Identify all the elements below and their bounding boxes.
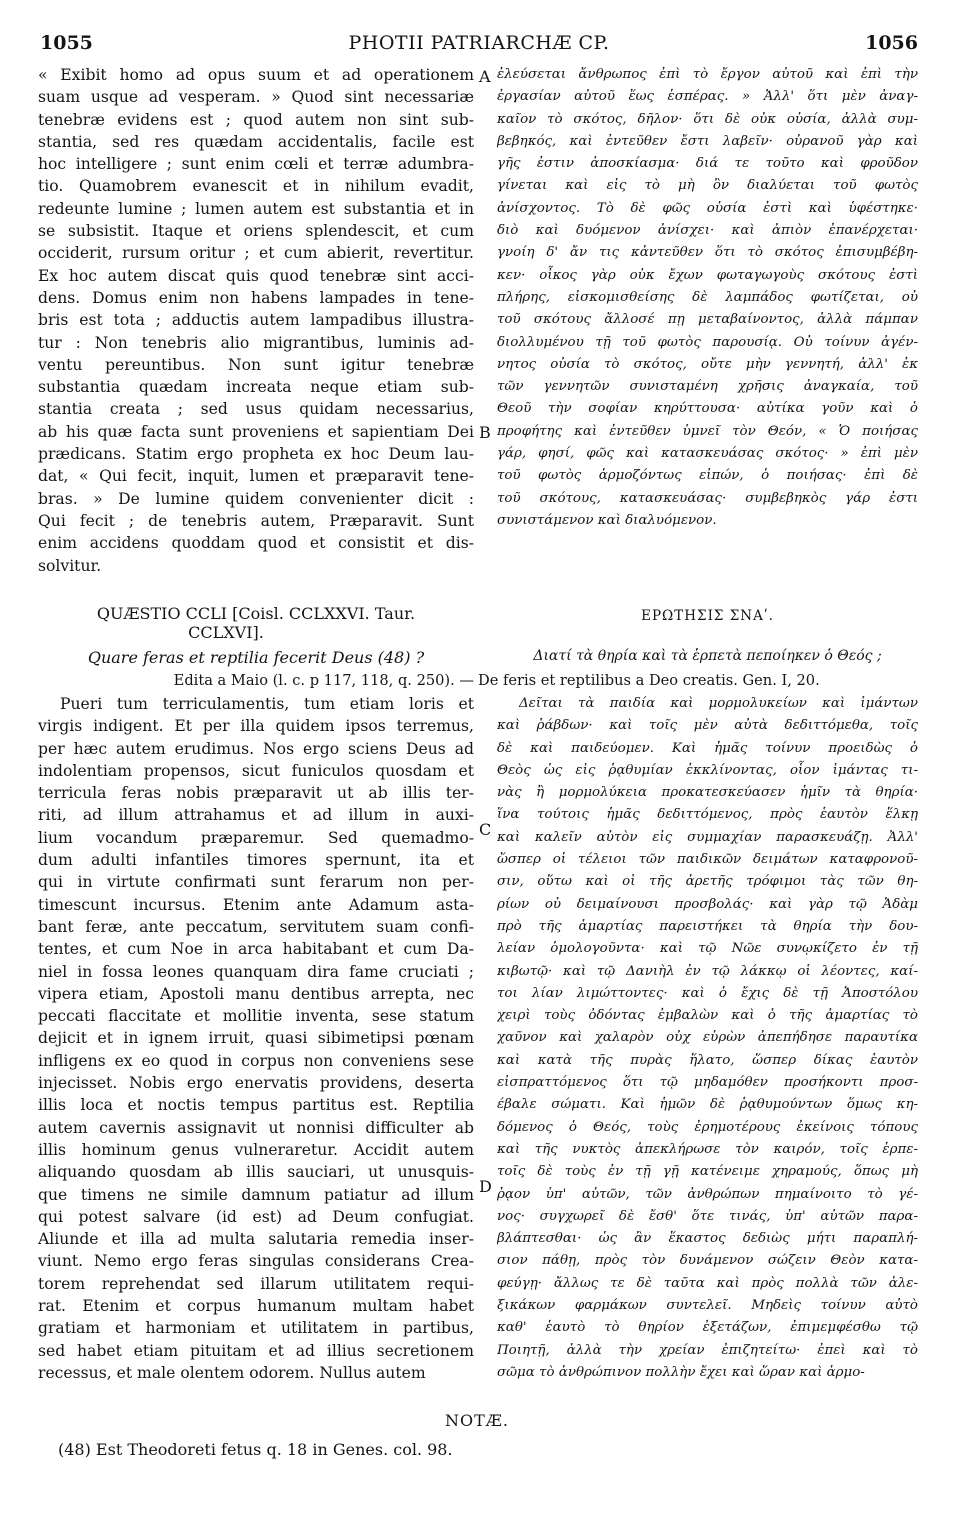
text-line: νητος οὐσία τὸ σκότος, οὔτε μὴν γεννητή, ἀλλ' ἐκ	[497, 356, 918, 372]
text-line: εἰσπραττόμενος ὅτι τῷ μηδαμόθεν προσήκοντι προσ-	[497, 1075, 918, 1091]
text-line: « Exibit homo ad opus suum et ad operationem	[38, 66, 474, 84]
text-line: σῶμα τὸ ἀνθρώπινον πολλὴν ἔχει καὶ ὥραν καὶ ἁρμο-	[497, 1364, 865, 1380]
text-line: καθ' ἑαυτὸ τὸ θηρίον ἐξετάζων, ἐπιμεμφέσθω τῷ	[497, 1320, 918, 1336]
footnote-48: (48) Est Theodoreti fetus q. 18 in Genes. col. 98.	[58, 1440, 453, 1459]
edition-note-left: Edita a Maio (l. c. p 117, 118, q. 250). —	[173, 672, 474, 689]
page-number-right: 1056	[865, 32, 918, 54]
text-line: sed habet etiam pituitam et ad illius secretionem	[38, 1341, 474, 1360]
text-line: tur : Non tenebris alio migrantibus, luminis ad-	[38, 333, 474, 352]
text-line: aliquando quosdam ab illis sauciari, ut unusquis-	[38, 1163, 474, 1182]
greek-column-bottom	[497, 693, 918, 1384]
greek-column-top	[497, 64, 918, 532]
text-line: bris est tota ; adductis autem lampadibus illustra-	[38, 311, 474, 330]
text-line: dum adulti infantiles timores spernunt, ita et	[38, 851, 474, 870]
notes-title: NOTÆ.	[445, 1411, 509, 1430]
text-line: χειρὶ τοὺς ὀδόντας ἐμβαλὼν καὶ ὁ τῆς ἁμαρτίας τὸ	[497, 1008, 918, 1024]
text-line: redeunte lumine ; lumen autem est substantia et in	[38, 199, 474, 218]
text-line: σιν, οὕτω καὶ οἱ τῆς ἀρετῆς τρόφιμοι τὰς τῶν θη-	[497, 874, 918, 890]
text-line: διὸ καὶ δυόμενον ἀνίσχει· καὶ ἀπιὸν ἐπανέρχεται·	[497, 223, 918, 239]
text-line: χαῦνον καὶ χαλαρὸν οὐχ εὑρὼν ἀπεπήδησε παραυτίκα	[497, 1030, 918, 1046]
text-line: timescunt incursus. Etenim ante Adamum asta-	[38, 895, 474, 914]
text-line: qui potest salvare (id est) ad Deum confugiat.	[38, 1207, 474, 1226]
text-line: dens. Domus enim non habens lampades in tene-	[38, 288, 474, 307]
text-line: καὶ ῥάβδων· καὶ τοῖς μὲν αὐτὰ δεδιττόμεθα, τοῖς	[497, 718, 918, 734]
text-line: Δεῖται τὰ παιδία καὶ μορμολυκείων καὶ ἱμάντων	[519, 696, 918, 711]
text-line: ἵνα τούτοις ἡμᾶς δεδιττόμενος, πρὸς ἑαυτὸν ἕλκῃ	[497, 807, 918, 823]
text-line: τοῦ φωτὸς ἁρμοζόντως εἰπών, ὁ ποιήσας· ἐπὶ δὲ	[497, 468, 918, 484]
text-line: terricula feras nobis præparavit ut ab illis ter-	[38, 784, 474, 803]
quaestio-heading-greek: ΕΡΩΤΗΣΙΣ ΣΝΑʹ.	[641, 608, 774, 624]
text-line: injecisset. Nobis ergo enervatis providens, deserta	[38, 1074, 474, 1093]
text-line: stantia creata ; sed usus quidam necessarius,	[38, 400, 474, 419]
text-line: dejicit et in ignem irruit, quasi sibimetipsi pœnam	[38, 1029, 474, 1048]
text-line: ῥᾳον ὑπ' αὐτῶν, τῶν ἀνθρώπων πημαίνοιτο τὸ γέ-	[497, 1186, 918, 1202]
text-line: Ex hoc autem discat quis quod tenebræ sint acci-	[38, 266, 474, 285]
text-line: κιβωτῷ· καὶ τῷ Δανιὴλ ἐν τῷ λάκκῳ οἱ λέοντες, καί-	[497, 963, 918, 979]
text-line: dat, « Qui fecit, inquit, lumen et præparavit tene-	[38, 467, 474, 486]
text-line: βλάπτεσθαι· ὡς ἂν ἕκαστος δεδιὼς μήτι παραπλή-	[497, 1231, 918, 1247]
text-line: ἐργασίαν αὐτοῦ ἕως ἑσπέρας. » Ἀλλ' ὅτι μὲν ἀναγ-	[497, 89, 918, 105]
text-line: νὰς ἢ μορμολύκεια προκατεσκεύασεν ἡμῖν τὰ θηρία·	[497, 785, 918, 801]
text-line: se subsistit. Itaque et oriens splendescit, et cum	[38, 222, 474, 241]
text-line: solvitur.	[38, 556, 102, 575]
text-line: ρίων οὐ δειμαίνουσι προσβολάς· καὶ γὰρ τῷ Ἀδὰμ	[497, 896, 918, 912]
page-number-left: 1055	[40, 32, 93, 54]
text-line: hoc intelligere ; sunt enim cœli et terræ adumbra-	[38, 155, 474, 174]
text-line: πλήρης, εἰσκομισθείσης δὲ λαμπάδος φωτίζεται, οὐ	[497, 289, 918, 305]
text-line: viunt. Nemo ergo feras singulas considerans Crea-	[38, 1252, 474, 1271]
quaestio-title-latin: Quare feras et reptilia fecerit Deus (48) ?	[87, 648, 425, 667]
text-line: infligens ex eo quod in corpus non conveniens sese	[38, 1051, 474, 1070]
text-line: substantia quædam increata neque etiam sub-	[38, 378, 474, 397]
text-line: niel in fossa leones quanquam dira fame cruciati ;	[38, 962, 474, 981]
text-line: καῖον τὸ σκότος, δῆλον· ὅτι δὲ οὐκ οὐσία, ἀλλὰ συμ-	[497, 111, 918, 127]
text-line: bras. » De lumine quidem convenienter dicit :	[38, 489, 474, 508]
text-line: γάρ, φησί, φῶς καὶ κατασκευάσας σκότος· » ἐπὶ μὲν	[497, 446, 918, 462]
margin-marker-a: A	[479, 67, 491, 86]
margin-marker-b: B	[479, 423, 491, 442]
text-line: Pueri tum terriculamentis, tum etiam loris et	[60, 695, 474, 713]
text-line: καὶ τῆς νυκτὸς ἀπεκλήρωσε τὸν καιρόν, τοῖς ἑρπε-	[497, 1141, 918, 1157]
text-line: ventu pereuntibus. Non sunt igitur tenebræ	[38, 355, 474, 374]
text-line: Θεοῦ τὴν σοφίαν κηρύττουσα· αὐτίκα γοῦν καὶ ὁ	[497, 401, 918, 417]
text-line: συνιστάμενον καὶ διαλυόμενον.	[497, 512, 717, 528]
text-line: tentes, et cum Noe in arca habitabant et cum Da-	[38, 940, 474, 959]
text-line: τοῦ σκότους, κατασκευάσας· συμβεβηκὸς γάρ ἐστι	[497, 490, 918, 506]
text-line: τοῖς δὲ τοὺς ἐν τῇ γῇ κατένειμε χηραμούς, ὅπως μὴ	[497, 1164, 918, 1180]
text-line: δόμενος ὁ Θεός, τοὺς ἐρημοτέρους ἐκείνοις τόπους	[497, 1119, 918, 1135]
text-line: riti, ad illum attrahamus et ad illum in auxi-	[38, 806, 474, 825]
text-line: ἀνίσχοντος. Τὸ δὲ φῶς οὐσία ἐστὶ καὶ ὑφέστηκε·	[497, 200, 918, 216]
edition-note-right: De feris et reptilibus a Deo creatis. Gen. I, 20.	[478, 672, 820, 689]
page-header	[40, 32, 918, 58]
quaestio-title-greek: Διατί τὰ θηρία καὶ τὰ ἑρπετὰ πεποίηκεν ὁ Θεός ;	[533, 648, 882, 664]
text-line: torem reprehendat sed illarum utilitatem requi-	[38, 1274, 474, 1293]
text-line: Θεὸς ὡς εἰς ῥᾳθυμίαν ἐκκλίνοντας, οἷον ἱμάντας τι-	[497, 762, 918, 778]
text-line: καὶ κατὰ τῆς πυρὰς ἥλατο, ὥσπερ δίκας ἑαυτὸν	[497, 1052, 918, 1068]
latin-column-top	[38, 64, 474, 577]
margin-marker-c: C	[479, 820, 492, 839]
text-line: διολλυμένου τῇ τοῦ φωτὸς παρουσίᾳ. Οὐ τοίνυν ἀγέν-	[497, 334, 918, 350]
running-title: PHOTII PATRIARCHÆ CP.	[348, 32, 610, 54]
text-line: prædicans. Statim ergo propheta ex hoc Deum lau-	[38, 445, 474, 464]
text-line: γνοίη δ' ἄν τις κἀντεῦθεν ὅτι τὸ σκότος ἐπισυμβέβη-	[497, 245, 918, 261]
text-line: que timens ne simile damnum patiatur ad illum	[38, 1185, 474, 1204]
text-line: stantia, sed res quædam accidentalis, facile est	[38, 132, 474, 151]
text-line: καὶ καλεῖν αὐτὸν εἰς συμμαχίαν παρασκευάζῃ. Ἀλλ'	[497, 829, 918, 845]
text-line: vipera etiam, Apostoli manu dentibus arrepta, nec	[38, 984, 474, 1003]
text-line: προφήτης καὶ ἐντεῦθεν ὑμνεῖ τὸν Θεόν, « Ὁ ποιήσας	[497, 423, 918, 439]
text-line: autem cavernis assignavit ut nonnisi difficulter ab	[38, 1118, 474, 1137]
text-line: tio. Quamobrem evanescit et in nihilum evadit,	[38, 177, 474, 196]
text-line: ἐλεύσεται ἄνθρωπος ἐπὶ τὸ ἔργον αὐτοῦ καὶ ἐπὶ τὴν	[497, 67, 918, 82]
text-line: έβαλε σώματι. Καὶ ἡμῶν δὲ ῥᾳθυμούντων ὅμως κη-	[497, 1097, 918, 1113]
text-line: σιον πάθῃ, πρὸς τὸν δυνάμενον σώζειν Θεὸν κατα-	[497, 1253, 918, 1269]
text-line: gratiam et harmoniam et utilitatem in partibus,	[38, 1319, 474, 1338]
edition-note	[38, 672, 918, 689]
quaestio-heading-latin	[38, 604, 474, 642]
text-line: ab his quæ facta sunt proveniens et sapientiam Dei	[38, 422, 474, 441]
text-line: illis loca et noctis tempus partitus est. Reptilia	[38, 1096, 474, 1115]
quaestio-heading-line-2: CCLXVI].	[188, 623, 264, 642]
text-line: indolentiam propensos, sicut funiculos quosdam et	[38, 761, 474, 780]
text-line: peccati flaccitate et mollitie inventa, sese statum	[38, 1007, 474, 1026]
text-line: λείαν ὁμολογοῦντα· καὶ τῷ Νῶε συνῳκίζετο ἐν τῇ	[497, 941, 918, 957]
text-line: Ποιητῇ, ἀλλὰ τὴν χρείαν ἐπιζητείτω· ἐπεὶ καὶ τὸ	[497, 1342, 918, 1358]
text-line: Aliunde et illa ad multa salutaria remedia inser-	[38, 1230, 474, 1249]
text-line: illis hominum genus vulneraretur. Accidit autem	[38, 1140, 474, 1159]
text-line: recessus, et male olentem odorem. Nullus autem	[38, 1363, 426, 1382]
text-line: ξικάκων φαρμάκων συντελεῖ. Μηδεὶς τοίνυν αὐτὸ	[497, 1298, 918, 1314]
text-line: per hæc autem erudimus. Nos ergo sciens Deus ad	[38, 739, 474, 758]
text-line: δὲ καὶ παιδεύομεν. Καὶ ἡμᾶς τοίνυν προειδὼς ὁ	[497, 740, 918, 756]
text-line: τοῦ σκότους ἄλλοσέ πῃ μεταβαίνοντος, ἀλλὰ πάμπαν	[497, 312, 918, 328]
text-line: occiderit, rursum oritur ; et cum abierit, revertitur.	[38, 244, 474, 263]
margin-marker-d: D	[479, 1177, 492, 1196]
text-line: γῆς ἐστιν ἀποσκίασμα· διά τε τοῦτο καὶ φροῦδον	[497, 156, 918, 172]
text-line: κεν· οἶκος γὰρ οὐκ ἔχων φωταγωγοὺς σκότους ἐστὶ	[497, 267, 918, 283]
quaestio-heading-line-1: QUÆSTIO CCLI [Coisl. CCLXXVI. Taur.	[96, 604, 416, 623]
text-line: suam usque ad vesperam. » Quod sint necessariæ	[38, 88, 474, 107]
text-line: φεύγῃ· ἄλλως τε δὲ ταῦτα καὶ πρὸς πολλὰ τῶν ἀλε-	[497, 1275, 918, 1291]
latin-column-bottom	[38, 693, 474, 1384]
text-line: τῶν γεννητῶν συνισταμένη χρῆσις ἀναγκαία, τοῦ	[497, 379, 918, 395]
text-line: γίνεται καὶ εἰς τὸ μὴ ὂν διαλύεται τοῦ φωτὸς	[497, 178, 918, 194]
text-line: virgis indigent. Et per illa quidem ipsos terremus,	[38, 717, 474, 736]
text-line: νος· συγχωρεῖ δὲ ἔσθ' ὅτε τινάς, ὑπ' αὐτῶν παρα-	[497, 1208, 918, 1224]
text-line: βεβηκός, καὶ ἐντεῦθεν ἔστι λαβεῖν· οὐρανοῦ γὰρ καὶ	[497, 133, 918, 149]
text-line: qui in virtute confirmati sunt ferarum non per-	[38, 873, 474, 892]
text-line: Qui fecit ; de tenebris autem, Præparavit. Sunt	[38, 511, 474, 530]
text-line: tenebræ evidens est ; quod autem non sint sub-	[38, 110, 474, 129]
text-line: πρὸ τῆς ἁμαρτίας παρειστήκει τὰ θηρία τὴν δου-	[497, 918, 918, 934]
text-line: enim accidens quoddam quod et consistit et dis-	[38, 534, 474, 553]
text-line: lium vocandum præparemur. Sed quemadmo-	[38, 828, 474, 847]
text-line: ὥσπερ οἱ τέλειοι τῶν παιδικῶν δειμάτων καταφρονοῦ-	[497, 852, 918, 868]
text-line: bant feræ, ante peccatum, servitutem suam confi-	[38, 917, 474, 936]
text-line: rat. Etenim et corpus humanum multam habet	[38, 1297, 474, 1316]
text-line: τοι λίαν λιμώττοντες· καὶ ὁ ἔχις δὲ τῇ Ἀποστόλου	[497, 985, 918, 1001]
